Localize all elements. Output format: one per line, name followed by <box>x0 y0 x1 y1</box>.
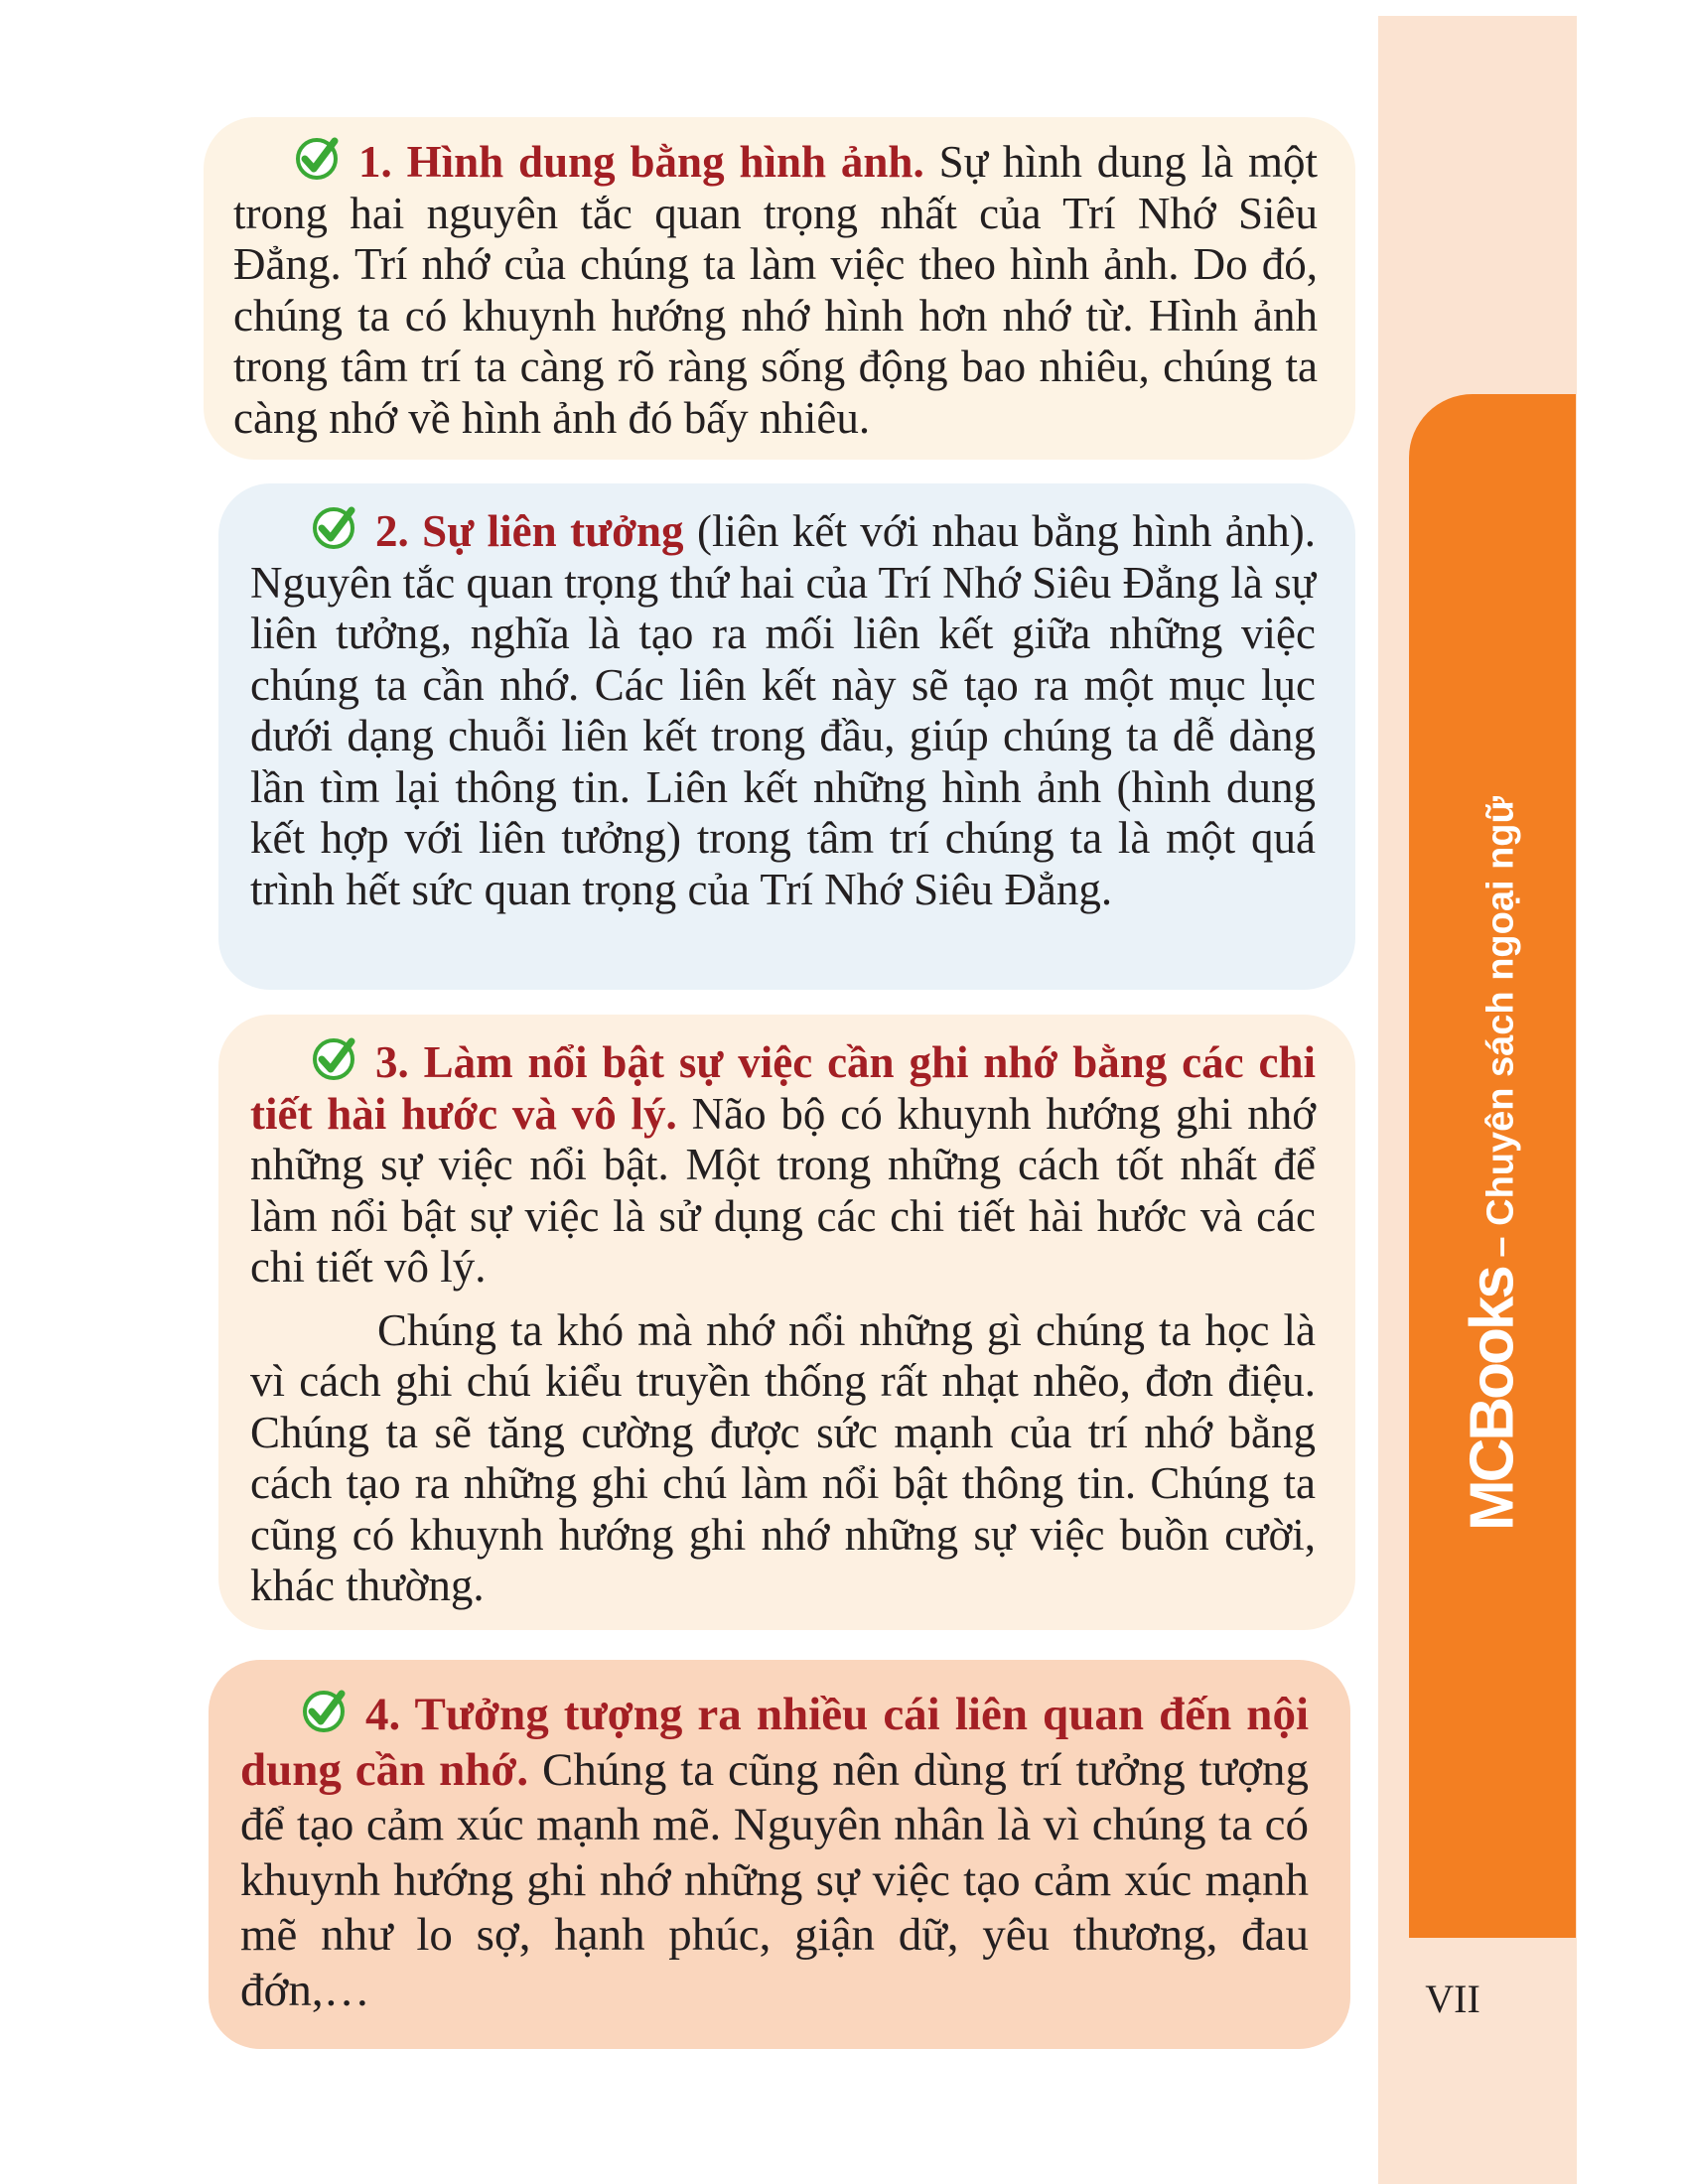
brand-logo: MCBooks <box>1458 1268 1527 1532</box>
section-2-body: (liên kết với nhau bằng hình ảnh). Nguyên tắc quan trọng thứ hai của Trí Nhớ Siêu Đẳng là sự liên tưởng, nghĩa là tạo ra mối liên kết giữa những việc chúng ta cần nhớ. Các liên kết này sẽ tạo ra một mục lục dưới dạng chuỗi liên kết trong đầu, giúp chúng ta dễ dàng lần tìm lại thông tin. Liên kết những hình ảnh (hình dung kết hợp với liên tưởng) trong tâm trí chúng ta là một quá trình hết sức quan trọng của Trí Nhớ Siêu Đẳng. <box>250 506 1316 914</box>
section-2-heading: 2. Sự liên tưởng <box>375 506 684 556</box>
section-1-heading: 1. Hình dung bằng hình ảnh. <box>358 137 924 187</box>
section-2-text <box>250 504 1316 915</box>
sidebar-title <box>1458 796 1528 1531</box>
section-4-heading: 4. Tưởng tượng ra nhiều cái liên quan đến nội dung cần nhớ. <box>240 1689 1309 1796</box>
section-3-paragraph-2: Chúng ta khó mà nhớ nổi những gì chúng ta học là vì cách ghi chú kiểu truyền thống rất nhạt nhẽo, đơn điệu. Chúng ta sẽ tăng cường được sức mạnh của trí nhớ bằng cách tạo ra những ghi chú làm nổi bật thông tin. Chúng ta cũng có khuynh hướng ghi nhớ những sự việc buồn cười, khác thường. <box>250 1304 1316 1610</box>
section-3-body: Não bộ có khuynh hướng ghi nhớ những sự việc nổi bật. Một trong những cách tốt nhất để làm nổi bật sự việc là sử dụng các chi tiết hài hước và các chi tiết vô lý. <box>250 1088 1316 1292</box>
checkmark-icon <box>310 504 357 552</box>
section-3-heading: 3. Làm nổi bật sự việc cần ghi nhớ bằng các chi tiết hài hước và vô lý. <box>250 1037 1316 1139</box>
page-number: VII <box>1425 1977 1480 2021</box>
section-1-body: Sự hình dung là một trong hai nguyên tắc quan trọng nhất của Trí Nhớ Siêu Đẳng. Trí nhớ của chúng ta làm việc theo hình ảnh. Do đó, chúng ta có khuynh hướng nhớ hình hơn nhớ từ. Hình ảnh trong tâm trí ta càng rõ ràng sống động bao nhiêu, chúng ta càng nhớ về hình ảnh đó bấy nhiêu. <box>233 137 1318 443</box>
checkmark-icon <box>310 1035 357 1083</box>
section-4-box <box>209 1660 1350 2049</box>
checkmark-icon <box>300 1688 348 1735</box>
section-3-box <box>218 1015 1355 1630</box>
section-1-box <box>204 117 1355 460</box>
section-4-body: Chúng ta cũng nên dùng trí tưởng tượng để tạo cảm xúc mạnh mẽ. Nguyên nhân là vì chúng ta có khuynh hướng ghi nhớ những sự việc tạo cảm xúc mạnh mẽ như lo sợ, hạnh phúc, giận dữ, yêu thương, đau đớn,… <box>240 1743 1309 2016</box>
section-3-text <box>250 1035 1316 1294</box>
section-1-text <box>233 135 1318 444</box>
brand-tagline: – Chuyên sách ngoại ngữ <box>1479 795 1522 1269</box>
section-4-text <box>240 1688 1309 2018</box>
checkmark-icon <box>293 135 341 183</box>
section-2-box <box>218 483 1355 990</box>
